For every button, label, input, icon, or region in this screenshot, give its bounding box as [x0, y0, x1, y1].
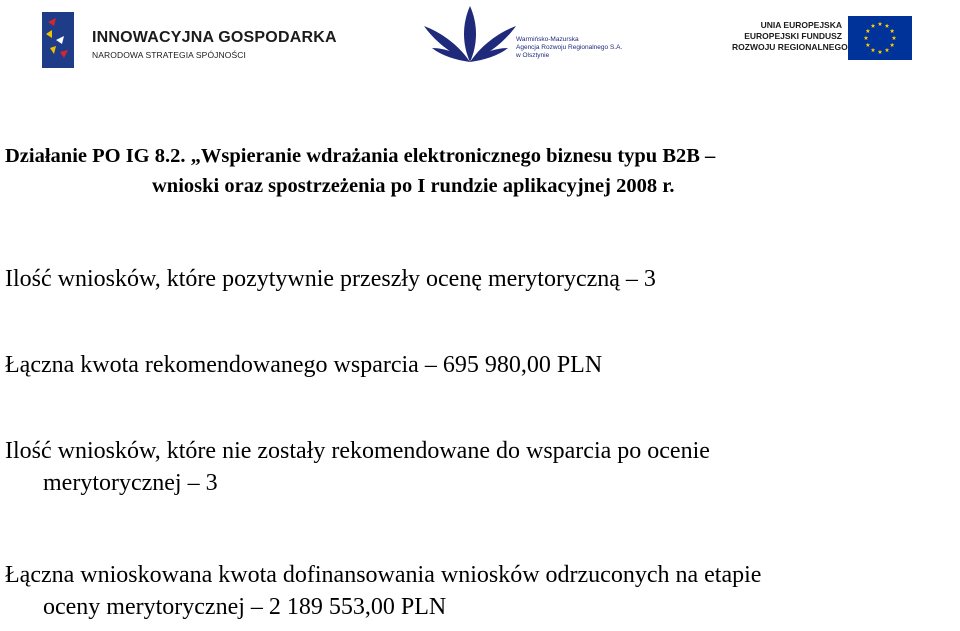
logo-subtitle: NARODOWA STRATEGIA SPÓJNOŚCI [92, 50, 246, 60]
agency-line-1: Warmińsko-Mazurska [516, 36, 579, 43]
rejected-amount-line-2: oceny merytorycznej – 2 189 553,00 PLN [43, 594, 447, 620]
rejected-applications-count [5, 435, 710, 499]
eu-flag-icon [848, 16, 912, 60]
agency-name [516, 36, 622, 60]
eu-line-2: EUROPEJSKI FUNDUSZ [744, 31, 842, 41]
rejected-count-line-2: merytorycznej – 3 [43, 470, 218, 496]
innowacyjna-gospodarka-logo [40, 10, 337, 70]
positive-applications-count: Ilość wniosków, które pozytywnie przeszły ocenę merytoryczną – 3 [5, 266, 656, 292]
agency-line-3: w Olsztynie [516, 52, 550, 59]
rejected-funding-amount [5, 559, 761, 623]
title-line-1: Działanie PO IG 8.2. „Wspieranie wdrażania elektronicznego biznesu typu B2B – [5, 145, 716, 167]
agency-flower-mark-icon [420, 4, 520, 66]
agency-logo [420, 4, 623, 66]
eu-text [732, 20, 848, 53]
eu-line-1: UNIA EUROPEJSKA [760, 20, 842, 30]
rejected-amount-line-1: Łączna wnioskowana kwota dofinansowania wniosków odrzuconych na etapie [5, 562, 762, 588]
rejected-count-line-1: Ilość wniosków, które nie zostały rekomendowane do wsparcia po ocenie [5, 438, 710, 464]
agency-line-2: Agencja Rozwoju Regionalnego S.A. [516, 44, 623, 51]
innowacyjna-gospodarka-mark-icon [42, 12, 82, 68]
eu-logo [724, 16, 914, 62]
recommended-support-amount: Łączna kwota rekomendowanego wsparcia – 695 980,00 PLN [5, 352, 603, 378]
eu-line-3: ROZWOJU REGIONALNEGO [732, 42, 848, 52]
logo-title: INNOWACYJNA GOSPODARKA [92, 29, 337, 46]
title-line-2: wnioski oraz spostrzeżenia po I rundzie aplikacyjnej 2008 r. [152, 175, 675, 197]
